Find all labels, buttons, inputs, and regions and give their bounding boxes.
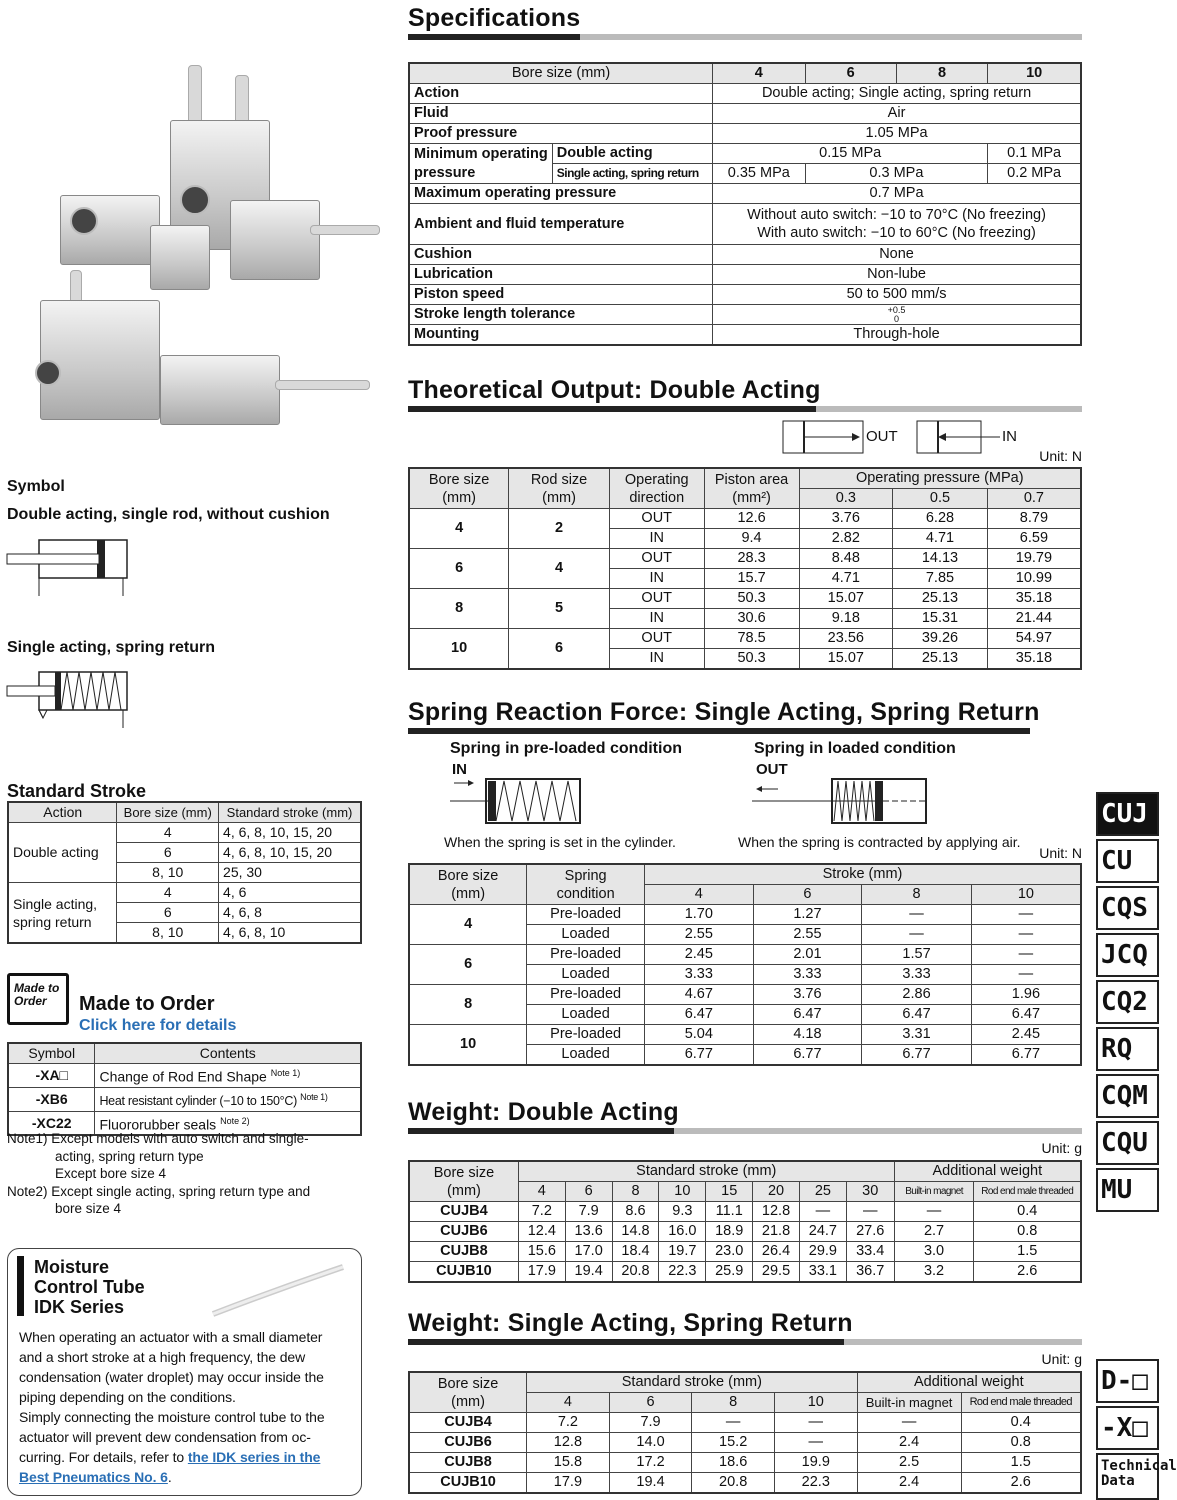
loaded-out: OUT bbox=[756, 761, 788, 778]
tab-cu[interactable]: CU bbox=[1096, 839, 1159, 883]
loaded-diagram bbox=[752, 776, 932, 826]
tab-rq[interactable]: RQ bbox=[1096, 1027, 1159, 1071]
product-photo bbox=[10, 55, 380, 435]
pre-loaded-title: Spring in pre-loaded condition bbox=[450, 740, 682, 757]
symbol-da-label: Double acting, single rod, without cushion bbox=[7, 506, 330, 523]
idk-series-link: the IDK series in the bbox=[187, 1449, 321, 1465]
wda-unit: Unit: g bbox=[1041, 1140, 1082, 1156]
symbol-sa-label: Single acting, spring return bbox=[7, 639, 216, 656]
table-row: IN 50.3 15.07 25.13 35.18 bbox=[409, 649, 1081, 670]
table-row: CUJB6 12.8 14.0 15.2 — 2.4 0.8 bbox=[409, 1433, 1081, 1453]
table-row: 6 Pre-loaded 2.45 2.01 1.57 — bbox=[409, 945, 1081, 965]
wsa-table: Bore size (mm) Standard stroke (mm) Additional weight 4 6 8 10 Built-in magnet Rod end male threaded CUJB4 7.2 7.9 — — — 0.4 CUJB6 12.8 14.0 15.2 — 2.4 0.8 CUJB8 15.8 17.2 18.6 19.9 2.5 1.5 CUJB10 17.9 19.4 20.8 22.3 2.4 2.6 bbox=[408, 1371, 1082, 1494]
table-row: 8 5 OUT 50.3 15.07 25.13 35.18 bbox=[409, 589, 1081, 609]
mto-notes: Note1) Except models with auto switch and single- acting, spring return type Except bore size 4 Note2) Except single acting, spring return type and bore size 4 bbox=[7, 1131, 311, 1216]
tab-cqu[interactable]: CQU bbox=[1096, 1121, 1159, 1165]
std-stroke-title: Standard Stroke bbox=[7, 781, 147, 801]
spring-table: Bore size (mm) Spring condition Stroke (mm) 4 6 8 10 4 Pre-loaded 1.70 1.27 — — Loaded 2.55 2.55 — — 6 Pre-loaded 2.45 2.01 1.57 — Loaded 3.33 3.33 3.33 — 8 Pre-loaded 4.67 3.76 2.86 1.96 Loaded 6.47 6.47 6.47 6.47 10 Pre-loaded 5.04 4.18 3.31 2.45 Loaded 6.77 6.77 6.77 6.77 bbox=[408, 863, 1082, 1066]
tab-jcq[interactable]: JCQ bbox=[1096, 933, 1159, 977]
table-row: 10 Pre-loaded 5.04 4.18 3.31 2.45 bbox=[409, 1025, 1081, 1045]
pre-loaded-diagram bbox=[450, 776, 590, 826]
table-row: CUJB4 7.2 7.9 8.6 9.3 11.1 12.8 — — — 0.4 bbox=[409, 1202, 1081, 1222]
table-row: CUJB8 15.6 17.0 18.4 19.7 23.0 26.4 29.9 33.4 3.0 1.5 bbox=[409, 1242, 1081, 1262]
tab-cq2[interactable]: CQ2 bbox=[1096, 980, 1159, 1024]
table-row: -XA□ Change of Rod End Shape $^{Note 1)}$ bbox=[8, 1064, 361, 1088]
wsa-title: Weight: Single Acting, Spring Return bbox=[408, 1309, 853, 1337]
spring-title: Spring Reaction Force: Single Acting, Spring Return bbox=[408, 698, 1040, 726]
table-row: CUJB6 12.4 13.6 14.8 16.0 18.9 21.8 24.7 27.6 2.7 0.8 bbox=[409, 1222, 1081, 1242]
table-row: Loaded 6.77 6.77 6.77 6.77 bbox=[409, 1045, 1081, 1066]
table-row: Loaded 3.33 3.33 3.33 — bbox=[409, 965, 1081, 985]
made-to-order-icon: Made to Order bbox=[7, 973, 69, 1025]
out-label: OUT bbox=[866, 428, 898, 445]
wda-table: Bore size (mm) Standard stroke (mm) Additional weight 4 6 8 10 15 20 25 30 Built-in magnet Rod end male threaded CUJB4 7.2 7.9 8.6 9.3 11.1 12.8 — — — 0.4 CUJB6 12.4 13.6 14.8 16.0 18.9 21.8 24.7 27.6 2.7 0.8 CUJB8 15.6 17.0 18.4 19.7 23.0 26.4 29.9 33.4 3.0 1.5 CUJB10 17.9 19.4 20.8 22.3 25.9 29.5 33.1 36.7 3.2 2.6 bbox=[408, 1160, 1082, 1283]
loaded-note: When the spring is contracted by applying air. bbox=[738, 834, 1021, 850]
in-label: IN bbox=[1002, 428, 1017, 445]
moisture-box: Moisture Control Tube IDK Series When operating an actuator with a small diameter and a short stroke at a high frequency, the dew condensation (water droplet) may occur inside the piping depending on the conditions. Simply connecting the moisture control tube to the actuator will prevent dew condensation from oc- curring. For details, refer to the IDK series in the Best Pneumatics No. 6. bbox=[7, 1248, 362, 1496]
wda-title: Weight: Double Acting bbox=[408, 1098, 679, 1126]
wsa-unit: Unit: g bbox=[1041, 1351, 1082, 1367]
table-row: CUJB8 15.8 17.2 18.6 19.9 2.5 1.5 bbox=[409, 1453, 1081, 1473]
table-row: CUJB10 17.9 19.4 20.8 22.3 25.9 29.5 33.1 36.7 3.2 2.6 bbox=[409, 1262, 1081, 1283]
tab-mu[interactable]: MU bbox=[1096, 1168, 1159, 1212]
tab-d[interactable]: D-□ bbox=[1096, 1359, 1159, 1403]
pre-loaded-note: When the spring is set in the cylinder. bbox=[444, 834, 676, 850]
tab-cqm[interactable]: CQM bbox=[1096, 1074, 1159, 1118]
spec-table: Bore size (mm) 4 6 8 10 Action Double acting; Single acting, spring return Fluid Air Proof pressure 1.05 MPa Minimum operating pressure Double acting 0.15 MPa 0.1 MPa Single acting, spring return 0.35 MPa 0.3 MPa 0.2 MPa Maximum operating pressure 0.7 MPa Ambient and fluid temperature Without auto switch: −10 to 70°C (No freezing) With auto switch: −10 to 60°C (No freezing) Cushion None Lubrication Non-lube Piston speed 50 to 500 mm/s Stroke length tolerance +0.5 0 Mounting Through-hole bbox=[408, 62, 1082, 346]
double-acting-symbol bbox=[5, 534, 135, 604]
symbol-title: Symbol bbox=[7, 478, 65, 495]
made-to-order-table: Symbol Contents -XA□ Change of Rod End Shape $^{Note 1)}$ -XB6 Heat resistant cylinder (−10 to 150°C) $^{Note 1)}$ -XC22 Fluororubber seals $^{Note 2)}$ bbox=[7, 1042, 362, 1136]
table-row: CUJB10 17.9 19.4 20.8 22.3 2.4 2.6 bbox=[409, 1473, 1081, 1494]
table-row: IN 15.7 4.71 7.85 10.99 bbox=[409, 569, 1081, 589]
tab-cqs[interactable]: CQS bbox=[1096, 886, 1159, 930]
tab-cuj[interactable]: CUJ bbox=[1096, 792, 1159, 836]
tube-image bbox=[208, 1259, 348, 1319]
tab-x[interactable]: -X□ bbox=[1096, 1406, 1159, 1450]
pre-loaded-in: IN bbox=[452, 761, 467, 778]
made-to-order-title: Made to Order bbox=[79, 993, 215, 1015]
table-row: -XC22 Fluororubber seals $^{Note 2)}$ bbox=[8, 1111, 361, 1135]
table-row: Loaded 6.47 6.47 6.47 6.47 bbox=[409, 1005, 1081, 1025]
table-row: 4 Pre-loaded 1.70 1.27 — — bbox=[409, 905, 1081, 925]
theo-title: Theoretical Output: Double Acting bbox=[408, 376, 821, 404]
table-row: IN 9.4 2.82 4.71 6.59 bbox=[409, 529, 1081, 549]
loaded-title: Spring in loaded condition bbox=[754, 740, 956, 757]
theo-unit: Unit: N bbox=[1039, 448, 1082, 464]
table-row: CUJB4 7.2 7.9 — — — 0.4 bbox=[409, 1413, 1081, 1433]
spring-unit: Unit: N bbox=[1039, 845, 1082, 861]
single-acting-symbol bbox=[5, 666, 135, 736]
table-row: 4 2 OUT 12.6 3.76 6.28 8.79 bbox=[409, 509, 1081, 529]
table-row: 6 4 OUT 28.3 8.48 14.13 19.79 bbox=[409, 549, 1081, 569]
table-row: IN 30.6 9.18 15.31 21.44 bbox=[409, 609, 1081, 629]
table-row: 8 Pre-loaded 4.67 3.76 2.86 1.96 bbox=[409, 985, 1081, 1005]
theo-table: Bore size (mm) Rod size (mm) Operating direction Piston area (mm²) Operating pressure (MPa) 0.3 0.5 0.7 4 2 OUT 12.6 3.76 6.28 8.79 IN 9.4 2.82 4.71 6.59 6 4 OUT 28.3 8.48 14.13 19.79 IN 15.7 4.71 7.85 10.99 8 5 OUT 50.3 15.07 25.13 35.18 IN 30.6 9.18 15.31 21.44 10 6 OUT 78.5 23.56 39.26 54.97 IN 50.3 15.07 25.13 35.18 bbox=[408, 467, 1082, 670]
std-stroke-table: Action Bore size (mm) Standard stroke (mm) Double acting 4 4, 6, 8, 10, 15, 20 6 4, 6, 8, 10, 15, 20 8, 10 25, 30 Single acting, spring return 4 4, 6 6 4, 6, 8 8, 10 4, 6, 8, 10 bbox=[7, 801, 362, 944]
made-to-order-link[interactable]: Click here for details bbox=[79, 1017, 237, 1034]
table-row: Loaded 2.55 2.55 — — bbox=[409, 925, 1081, 945]
table-row: 10 6 OUT 78.5 23.56 39.26 54.97 bbox=[409, 629, 1081, 649]
tab-technical-data[interactable]: Technical Data bbox=[1096, 1453, 1159, 1500]
best-pneumatics-link: Best Pneumatics No. 6 bbox=[19, 1469, 168, 1485]
spec-title: Specifications bbox=[408, 4, 581, 32]
table-row: -XB6 Heat resistant cylinder (−10 to 150°C) $^{Note 1)}$ bbox=[8, 1087, 361, 1111]
